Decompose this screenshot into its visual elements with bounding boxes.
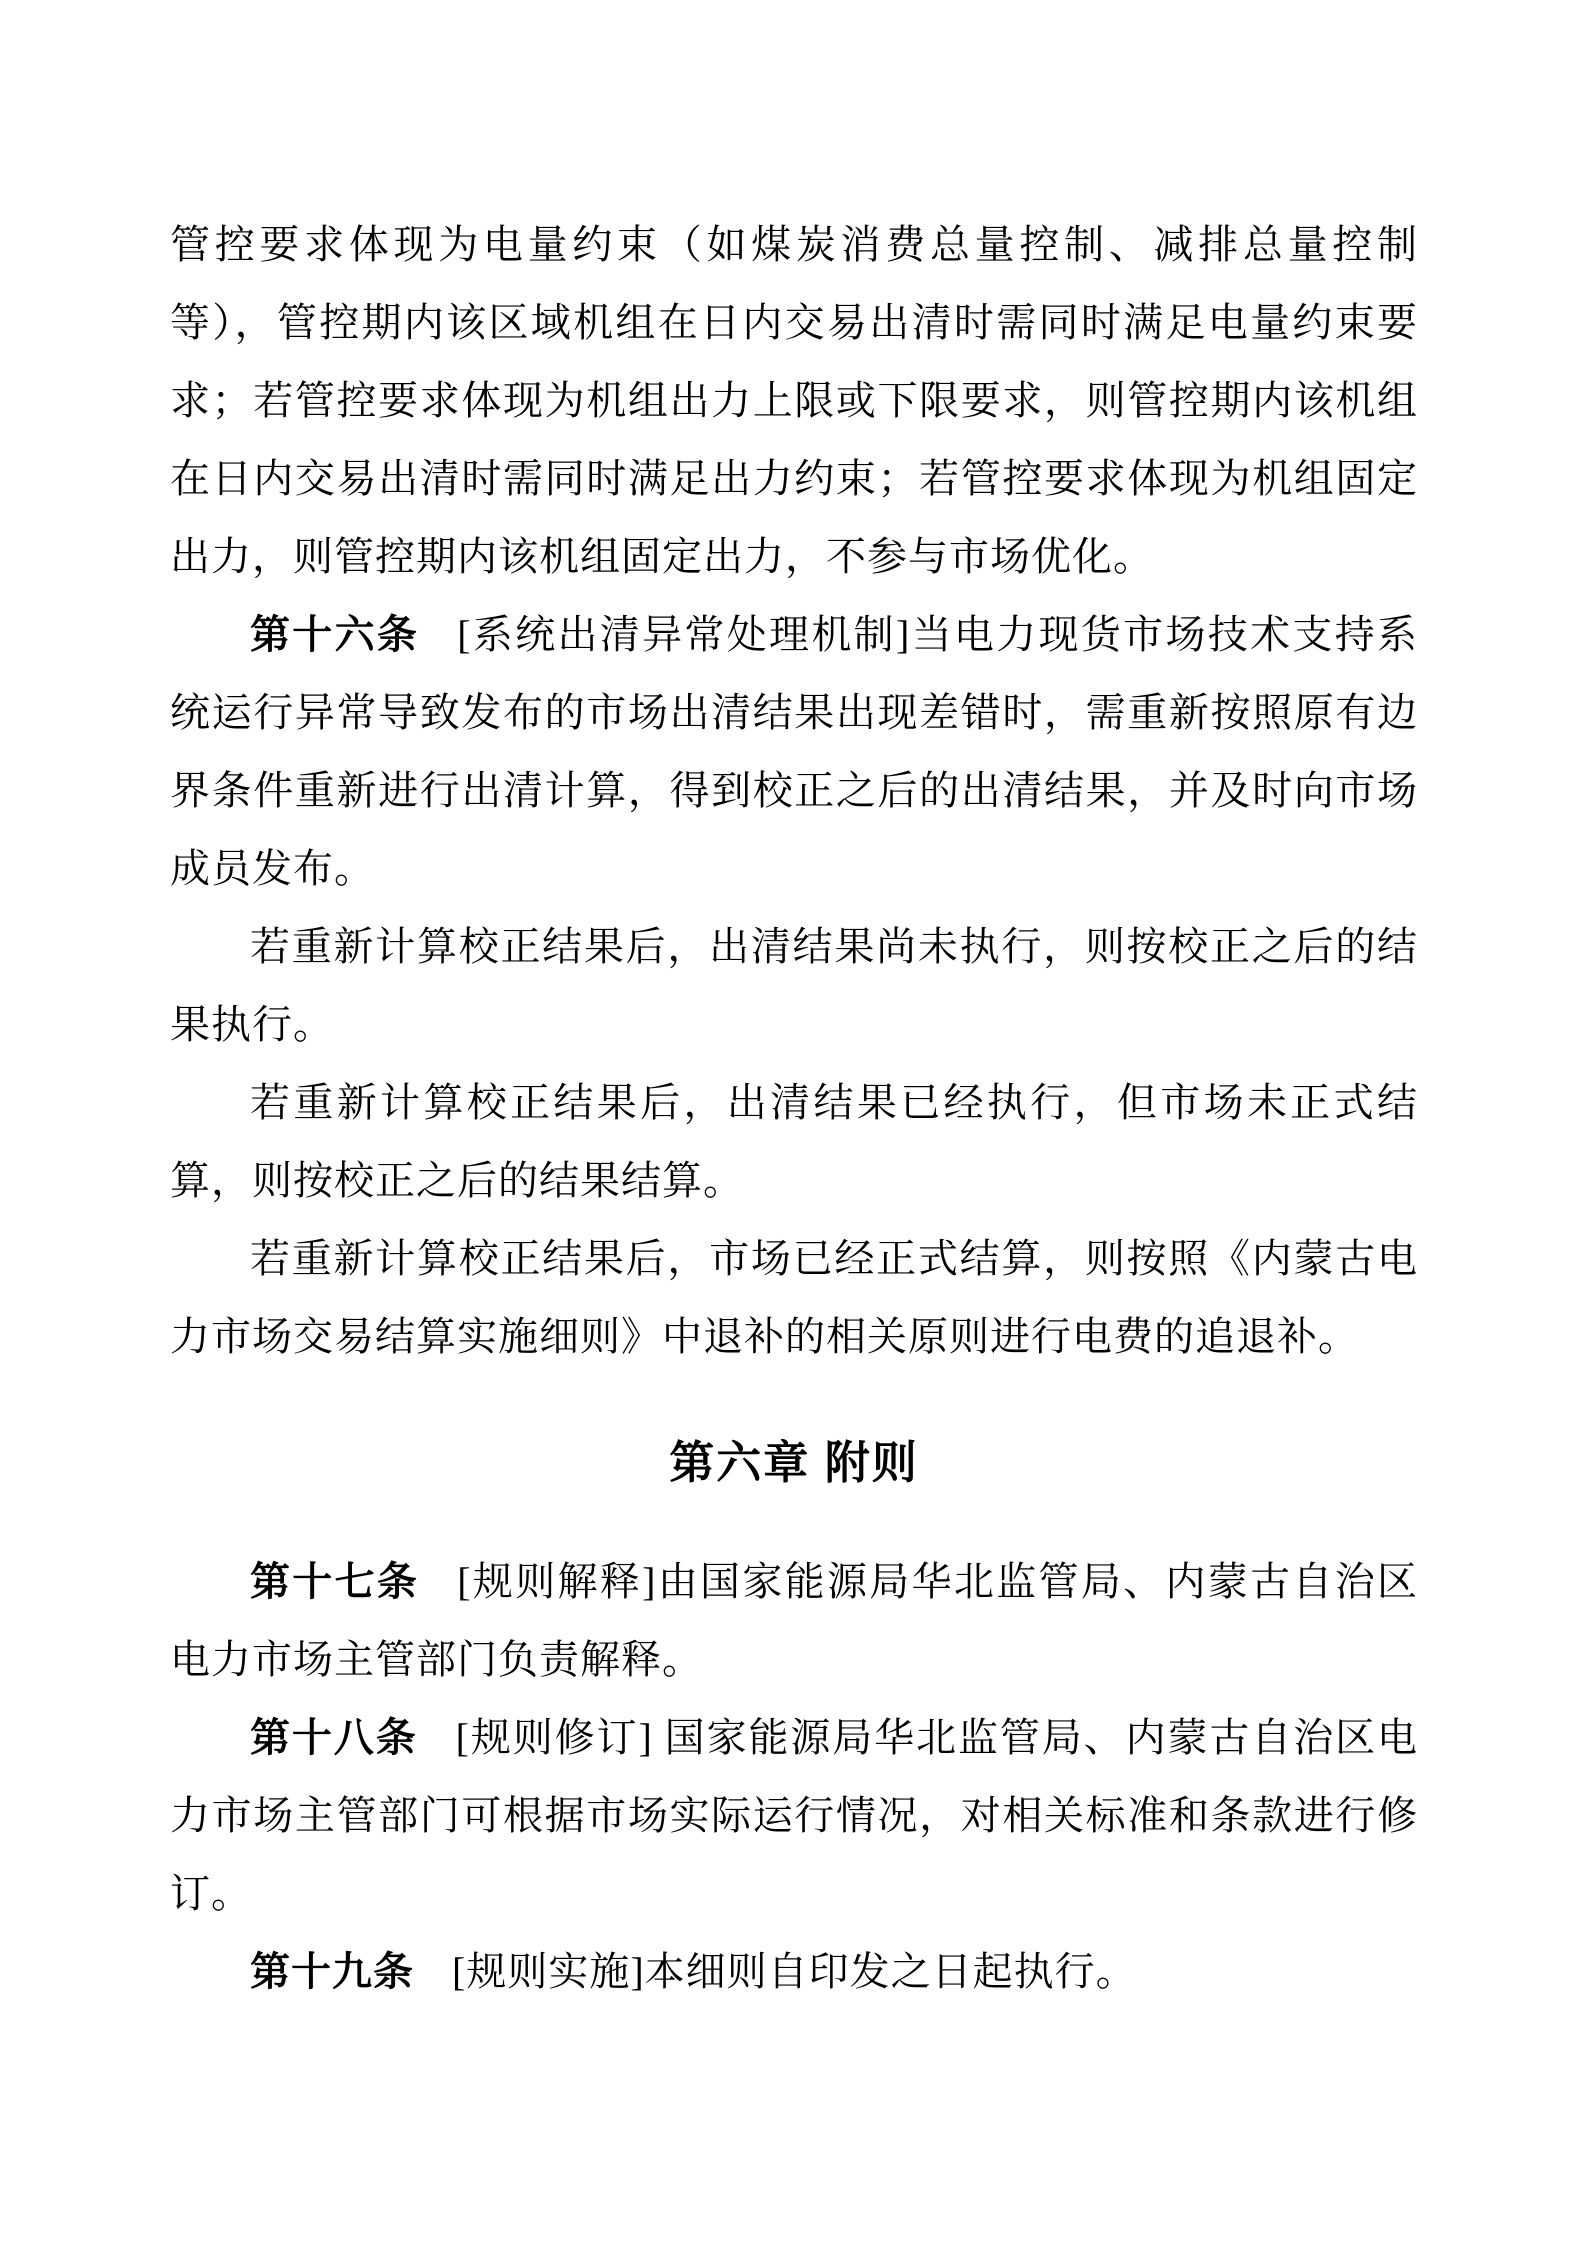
article-16-label: 第十六条 (250, 613, 420, 657)
paragraph-article-18 (170, 1699, 1418, 1933)
chapter-6-heading: 第六章 附则 (669, 1437, 919, 1488)
paragraph-recalc-settled: 若重新计算校正结果后，市场已经正式结算，则按照《内蒙古电力市场交易结算实施细则》中退补的相关原则进行电费的追退补。 (170, 1236, 1418, 1359)
paragraph-article-16 (170, 596, 1418, 908)
paragraph-continuation: 管控要求体现为电量约束（如煤炭消费总量控制、减排总量控制等），管控期内该区域机组在日内交易出清时需同时满足电量约束要求；若管控要求体现为机组出力上限或下限要求，则管控期内该机组在日内交易出清时需同时满足出力约束；若管控要求体现为机组固定出力，则管控期内该机组固定出力，不参与市场优化。 (170, 222, 1418, 579)
article-18-label: 第十八条 (250, 1715, 418, 1760)
paragraph-article-17 (170, 1543, 1418, 1699)
article-19-label: 第十九条 (250, 1949, 414, 1994)
article-19-text: [规则实施]本细则自印发之日起执行。 (452, 1948, 1137, 1994)
paragraph-article-19 (170, 1933, 1418, 2011)
article-18-text: [规则修订] 国家能源局华北监管局、内蒙古自治区电力市场主管部门可根据市场实际运行情况，对相关标准和条款进行修订。 (170, 1714, 1418, 1916)
article-17-text: [规则解释]由国家能源局华北监管局、内蒙古自治区电力市场主管部门负责解释。 (170, 1558, 1419, 1682)
paragraph-recalc-not-executed: 若重新计算校正结果后，出清结果尚未执行，则按校正之后的结果执行。 (170, 924, 1418, 1047)
article-17-label: 第十七条 (250, 1559, 420, 1604)
article-16-text: [系统出清异常处理机制]当电力现货市场技术支持系统运行异常导致发布的市场出清结果出现差错时，需重新按照原有边界条件重新进行出清计算，得到校正之后的出清结果，并及时向市场成员发布。 (170, 612, 1419, 891)
document-body (170, 206, 1418, 2011)
paragraph-recalc-executed-unsettled: 若重新计算校正结果后，出清结果已经执行，但市场未正式结算，则按校正之后的结果结算。 (170, 1080, 1418, 1203)
